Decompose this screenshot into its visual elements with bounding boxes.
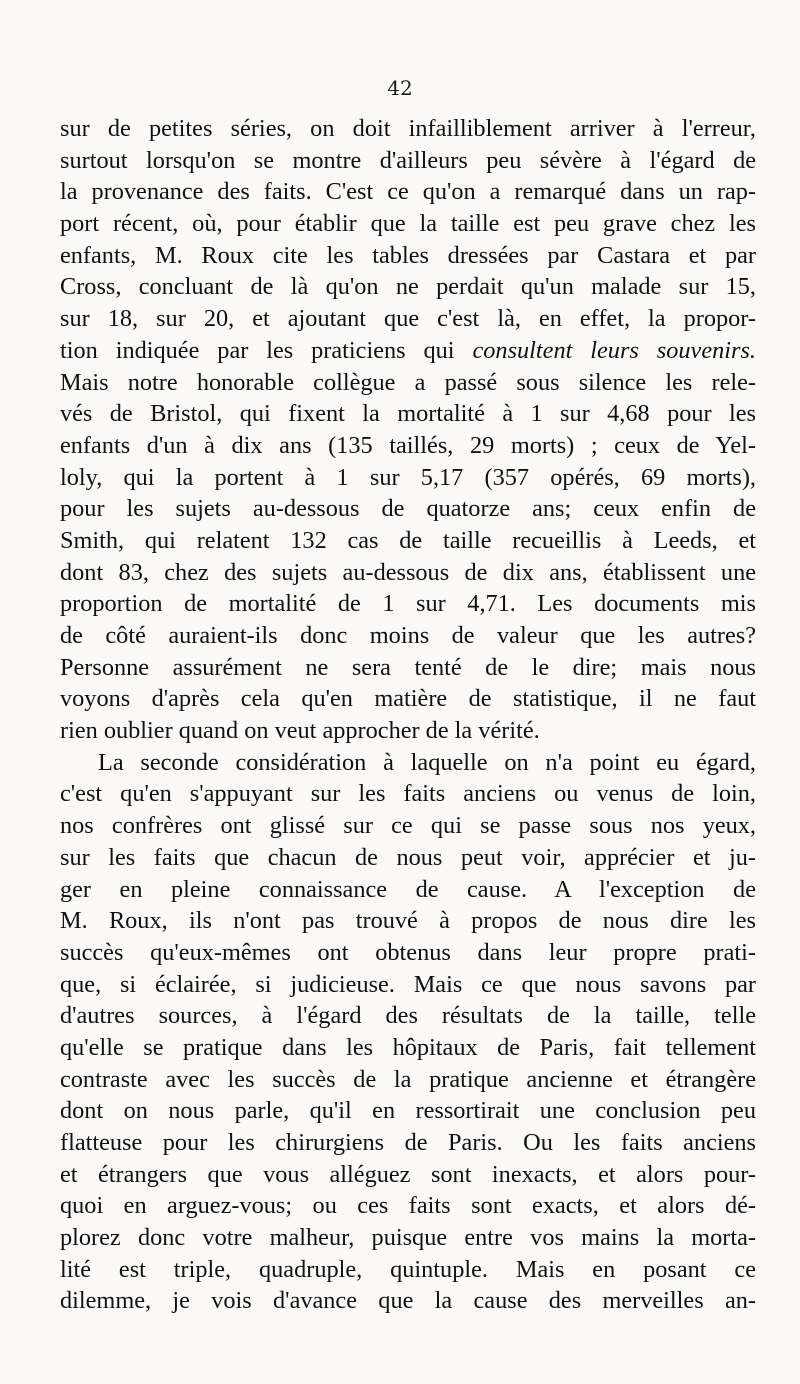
italic-phrase: consultent leurs souvenirs. [472,336,756,364]
text-line: tion indiquée par les praticiens qui consultent leurs souvenirs. [60,336,756,364]
text-line: vés de Bristol, qui fixent la mortalité à 1 sur 4,68 pour les [60,400,756,428]
text-line: ger en pleine connaissance de cause. A l'exception de [60,875,756,903]
text-line: c'est qu'en s'appuyant sur les faits anciens ou venus de loin, [60,780,756,808]
text-line: sur les faits que chacun de nous peut voir, apprécier et ju- [60,843,756,871]
text-line: pour les sujets au-dessous de quatorze ans; ceux enfin de [60,495,756,523]
text-line: et étrangers que vous alléguez sont inexacts, et alors pour- [60,1160,756,1188]
text-line: Cross, concluant de là qu'on ne perdait qu'un malade sur 15, [60,273,756,301]
text-line: la provenance des faits. C'est ce qu'on a remarqué dans un rap- [60,178,756,206]
text-line: loly, qui la portent à 1 sur 5,17 (357 opérés, 69 morts), [60,463,756,491]
page-number: 42 [387,76,413,100]
text-line: contraste avec les succès de la pratique ancienne et étrangère [60,1065,756,1093]
text-line: enfants d'un à dix ans (135 taillés, 29 morts) ; ceux de Yel- [60,431,756,459]
body-text [60,113,756,1317]
text-line: quoi en arguez-vous; ou ces faits sont exacts, et alors dé- [60,1192,756,1220]
text-line: sur de petites séries, on doit infailliblement arriver à l'erreur, [60,115,756,142]
text-line: nos confrères ont glissé sur ce qui se passe sous nos yeux, [60,812,756,840]
text-line: flatteuse pour les chirurgiens de Paris. Ou les faits anciens [60,1129,756,1156]
text-line: dont on nous parle, qu'il en ressortirait une conclusion peu [60,1097,756,1125]
text-line: dilemme, je vois d'avance que la cause des merveilles an- [60,1287,756,1315]
text-line: dont 83, chez des sujets au-dessous de dix ans, établissent une [60,558,756,586]
text-line: lité est triple, quadruple, quintuple. Mais en posant ce [60,1255,756,1283]
text-line: enfants, M. Roux cite les tables dressées par Castara et par [60,241,756,269]
text-line: rien oublier quand on veut approcher de la vérité. [60,717,540,745]
text-line: proportion de mortalité de 1 sur 4,71. Les documents mis [60,590,756,618]
text-line: qu'elle se pratique dans les hôpitaux de Paris, fait tellement [60,1033,756,1061]
text-line: sur 18, sur 20, et ajoutant que c'est là, en effet, la propor- [60,305,756,333]
text-line: d'autres sources, à l'égard des résultats de la taille, telle [60,1002,756,1030]
text-line: port récent, où, pour établir que la taille est peu grave chez les [60,210,756,238]
text-line: voyons d'après cela qu'en matière de statistique, il ne faut [60,685,756,713]
text-line: La seconde considération à laquelle on n'a point eu égard, [98,748,756,776]
text-line: M. Roux, ils n'ont pas trouvé à propos de nous dire les [60,907,756,935]
text-line: surtout lorsqu'on se montre d'ailleurs peu sévère à l'égard de [60,146,756,174]
text-line: de côté auraient-ils donc moins de valeur que les autres? [60,622,756,649]
text-line: que, si éclairée, si judicieuse. Mais ce que nous savons par [60,970,756,998]
text-line: Mais notre honorable collègue a passé sous silence les rele- [60,368,756,396]
text-line: succès qu'eux-mêmes ont obtenus dans leur propre prati- [60,938,756,966]
text-line: plorez donc votre malheur, puisque entre vos mains la morta- [60,1224,756,1252]
text-line: Personne assurément ne sera tenté de le dire; mais nous [60,653,756,681]
text-line: Smith, qui relatent 132 cas de taille recueillis à Leeds, et [60,526,756,554]
